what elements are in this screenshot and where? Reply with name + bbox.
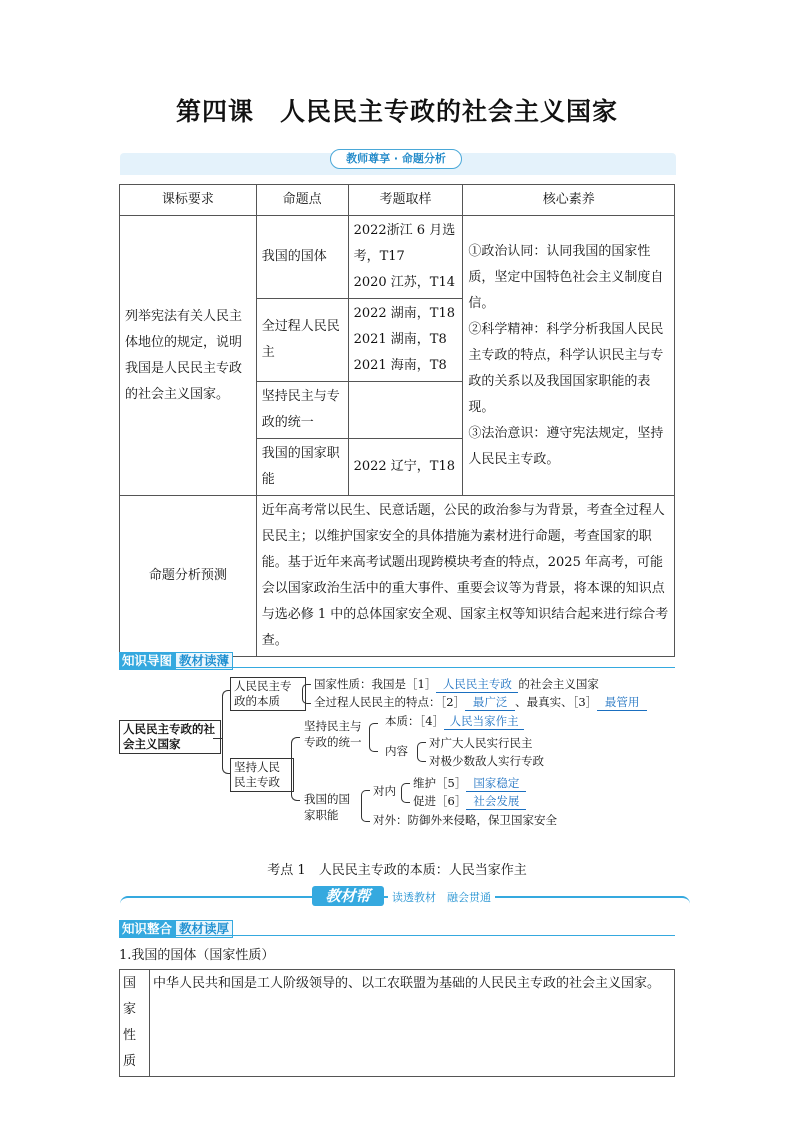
sample-line: 2022 湖南，T18 (353, 306, 456, 321)
map-external: 对外：防御外来侵略，保卫国家安全 (373, 813, 557, 827)
point-cell: 全过程人民民主 (256, 299, 348, 382)
map-content: 内容 (385, 744, 408, 758)
point-cell: 我国的国体 (256, 216, 348, 299)
literacy-item: ③法治意识：遵守宪法规定，坚持人民民主专政。 (468, 425, 664, 467)
literacy-item: ②科学精神：科学分析我国人民民主专政的特点，科学认识民主与专政的关系以及我国国家职能的表现。 (468, 321, 664, 415)
map-dictatorship: 对极少数敌人实行专政 (429, 754, 544, 768)
sample-cell (348, 216, 463, 299)
nature-text: 中华人民共和国是工人阶级领导的、以工农联盟为基础的人民民主专政的社会主义国家。 (150, 970, 675, 1077)
header-literacy: 核心素养 (463, 185, 675, 216)
answer-2: 最广泛 (465, 694, 515, 711)
sample-line: 2020 江苏，T14 (353, 275, 456, 290)
sample-line: 2021 湖南，T8 (353, 332, 447, 347)
map-essence-line: 本质：［4］ 人民当家作主 (385, 713, 524, 730)
answer-4: 人民当家作主 (444, 713, 524, 730)
map-rule (119, 667, 675, 668)
answer-5: 国家稳定 (466, 775, 526, 792)
kaodian-title: 考点 1 人民民主专政的本质：人民当家作主 (267, 863, 527, 878)
zs-tag-secondary: 教材读厚 (175, 920, 233, 938)
sample-cell (348, 382, 463, 439)
sample-cell: 2022 辽宁，T18 (348, 439, 463, 496)
sample-line: 2021 海南，T8 (353, 358, 447, 373)
standard-cell: 列举宪法有关人民主体地位的规定，说明我国是人民民主专政的社会主义国家。 (120, 216, 257, 496)
map-maintain: 维护［5］ 国家稳定 (413, 775, 526, 792)
map-internal: 对内 (373, 784, 396, 798)
map-tag-secondary: 教材读薄 (175, 652, 233, 670)
jcb-badge: 教材帮 (312, 886, 384, 906)
banner-label: 教师尊享 · 命题分析 (330, 149, 462, 169)
sample-line: 2022浙江 6 月选考，T17 (353, 223, 456, 264)
forecast-label: 命题分析预测 (120, 496, 257, 657)
answer-1: 人民民主专政 (436, 676, 518, 693)
map-line-features: 全过程人民民主的特点：［2］ 最广泛 、最真实、［3］ 最管用 (314, 694, 647, 711)
point-cell: 我国的国家职能 (256, 439, 348, 496)
point-cell: 坚持民主与专政的统一 (256, 382, 348, 439)
map-promote: 促进［6］ 社会发展 (413, 793, 526, 810)
page-title: 第四课 人民民主专政的社会主义国家 (175, 97, 618, 126)
map-tag-primary: 知识导图 (119, 652, 175, 670)
map-root: 人民民主专政的社会主义国家 (119, 720, 221, 754)
map-unity: 坚持民主与专政的统一 (304, 719, 362, 749)
answer-6: 社会发展 (466, 793, 526, 810)
literacy-cell (463, 216, 675, 496)
section-heading: 1.我国的国体（国家性质） (119, 948, 275, 963)
forecast-text: 近年高考常以民生、民意话题，公民的政治参与为背景，考查全过程人民民主；以维护国家安全的具体措施为素材进行命题，考查国家的职能。基于近年来高考试题出现跨模块考查的特点，2025 年高考，可能会以国家政治生活中的重大事件、重要会议等为背景，将本课的知识点与选必修 1 中的总体国家安全观、国家主权等知识结合起来进行综合考查。 (256, 496, 674, 657)
nature-label: 国家性质 (120, 970, 150, 1077)
header-sample: 考题取样 (348, 185, 463, 216)
map-branch-essence: 人民民主专政的本质 (230, 677, 306, 711)
zs-rule (119, 935, 675, 936)
zs-tag-primary: 知识整合 (119, 920, 175, 938)
map-functions: 我国的国家职能 (304, 792, 350, 822)
answer-3: 最管用 (597, 694, 647, 711)
analysis-table (119, 184, 675, 657)
nature-table (119, 969, 675, 1077)
map-line-nature: 国家性质：我国是［1］ 人民民主专政 的社会主义国家 (314, 677, 599, 691)
header-point: 命题点 (256, 185, 348, 216)
literacy-item: ①政治认同：认同我国的国家性质，坚定中国特色社会主义制度自信。 (468, 243, 664, 311)
header-standard: 课标要求 (120, 185, 257, 216)
map-democracy: 对广大人民实行民主 (429, 736, 533, 750)
map-branch-uphold: 坚持人民民主专政 (230, 758, 294, 792)
sample-cell (348, 299, 463, 382)
jcb-sub: 读透教材 融会贯通 (388, 889, 495, 905)
